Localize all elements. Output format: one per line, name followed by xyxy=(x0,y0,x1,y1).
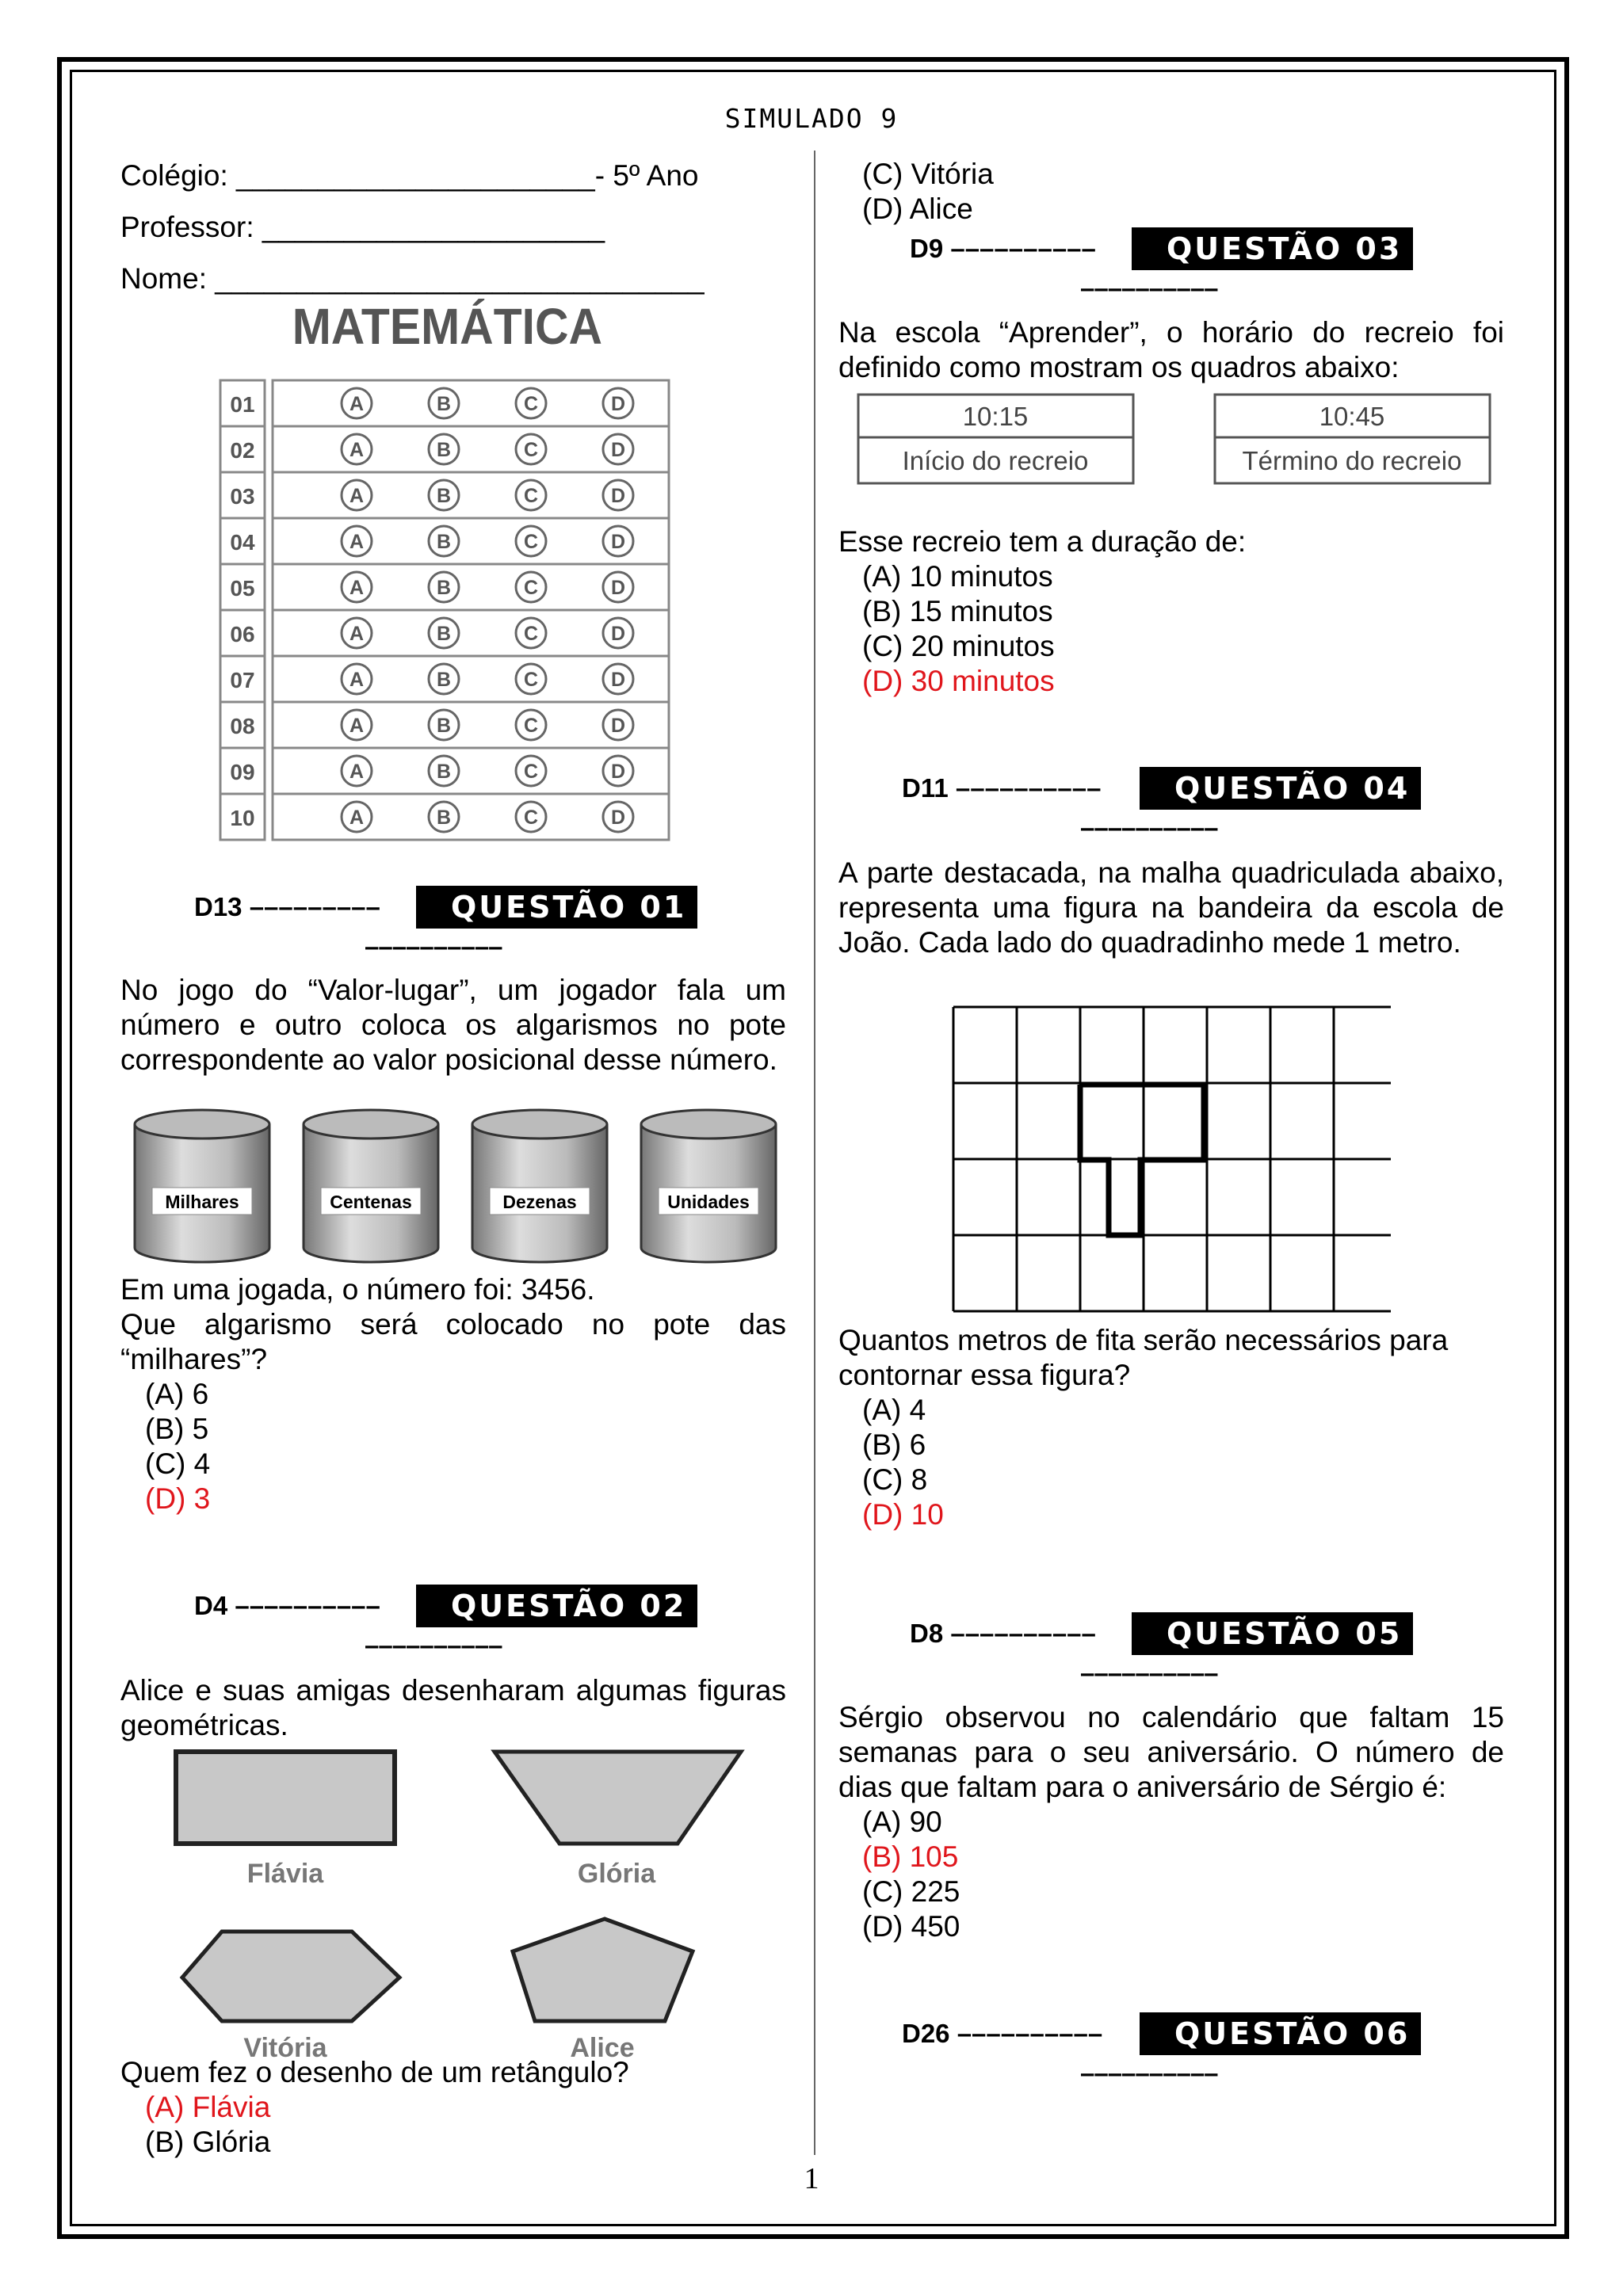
q1-option-a: (A) 6 xyxy=(145,1378,209,1410)
q3-option-a: (A) 10 minutos xyxy=(862,560,1053,593)
answer-bubble-letter: B xyxy=(436,439,452,461)
answer-bubble-letter: C xyxy=(523,439,539,461)
answer-bubble-letter: B xyxy=(436,577,452,599)
pot-dezenas xyxy=(472,1110,607,1262)
q1-line2: Que algarismo será colocado no pote das “milhares”? xyxy=(120,1308,786,1375)
q3-question: Esse recreio tem a duração de: xyxy=(838,525,1247,558)
start-label: Início do recreio xyxy=(902,446,1089,475)
answer-bubble-letter: B xyxy=(436,485,452,507)
q3-dash: –––––––––– xyxy=(1080,273,1218,303)
answer-bubble-letter: A xyxy=(349,577,365,599)
nome-field: Nome: ______________________________ xyxy=(120,262,705,295)
answer-bubble-letter: B xyxy=(436,531,452,553)
sheet-row-number: 10 xyxy=(230,806,255,830)
sheet-row-number: 08 xyxy=(230,714,255,738)
q6-header xyxy=(902,2012,1441,2088)
answer-bubble-letter: D xyxy=(610,439,626,461)
q5-code: D8 –––––––––– xyxy=(910,1619,1096,1648)
q1-line1: Em uma jogada, o número foi: 3456. xyxy=(120,1273,595,1306)
q4-option-b: (B) 6 xyxy=(862,1428,926,1461)
hexagon-shape xyxy=(182,1932,399,2021)
start-time: 10:15 xyxy=(962,402,1029,431)
answer-bubble-letter: D xyxy=(610,393,626,415)
pot-label: Dezenas xyxy=(502,1192,577,1212)
sheet-row-number: 05 xyxy=(230,576,255,601)
end-label: Término do recreio xyxy=(1242,446,1462,475)
answer-bubble-letter: C xyxy=(523,623,539,645)
answer-bubble-letter: B xyxy=(436,807,452,829)
q1-text: No jogo do “Valor-lugar”, um jogador fala um número e outro coloca os algarismos no pote correspondente ao valor posicional desse número. xyxy=(120,974,786,1076)
answer-bubble-letter: A xyxy=(349,485,365,507)
q1-option-d: (D) 3 xyxy=(145,1482,211,1515)
q2-header xyxy=(194,1585,717,1660)
q1-label: QUESTÃO 01 xyxy=(416,886,697,929)
answer-sheet-heading: MATEMÁTICA xyxy=(292,298,603,356)
q4-option-d: (D) 10 xyxy=(862,1498,944,1531)
page-title: SIMULADO 9 xyxy=(724,103,899,134)
answer-bubble-letter: A xyxy=(349,715,365,737)
pot-label: Unidades xyxy=(667,1192,750,1212)
q4-header xyxy=(902,767,1441,842)
sheet-row-number: 01 xyxy=(230,392,255,417)
sheet-row-number: 06 xyxy=(230,622,255,646)
rectangle-shape xyxy=(176,1752,395,1844)
answer-bubble-letter: D xyxy=(610,577,626,599)
answer-bubble-letter: A xyxy=(349,439,365,461)
shapes-figure xyxy=(158,1741,761,2058)
answer-bubble-letter: A xyxy=(349,669,365,691)
q3-option-c: (C) 20 minutos xyxy=(862,630,1055,662)
q2-dash: –––––––––– xyxy=(365,1630,502,1660)
answer-bubble-letter: D xyxy=(610,623,626,645)
answer-bubble-letter: C xyxy=(523,669,539,691)
q1-code: D13 ––––––––– xyxy=(194,892,380,921)
q2-code: D4 –––––––––– xyxy=(194,1591,380,1620)
q3-option-b: (B) 15 minutos xyxy=(862,595,1053,627)
answer-bubble-letter: A xyxy=(349,393,365,415)
q4-option-c: (C) 8 xyxy=(862,1463,928,1496)
answer-bubble-letter: D xyxy=(610,807,626,829)
shape-label: Vitória xyxy=(243,2033,327,2058)
q5-option-d: (D) 450 xyxy=(862,1910,960,1943)
q1-option-c: (C) 4 xyxy=(145,1447,211,1480)
answer-bubble-letter: C xyxy=(523,807,539,829)
q5-dash: –––––––––– xyxy=(1080,1658,1218,1688)
q1-header xyxy=(194,886,717,961)
q1-dash: –––––––––– xyxy=(365,932,502,961)
end-time: 10:45 xyxy=(1319,402,1385,431)
answer-bubble-letter: C xyxy=(523,715,539,737)
q3-code: D9 –––––––––– xyxy=(910,234,1096,263)
answer-bubble-letter: B xyxy=(436,669,452,691)
q4-text: A parte destacada, na malha quadriculada abaixo, representa uma figura na bandeira da escola de João. Cada lado do quadradinho mede 1 metro. xyxy=(838,856,1504,959)
sheet-row-number: 02 xyxy=(230,438,255,463)
sheet-row-number: 03 xyxy=(230,484,255,509)
pots-figure xyxy=(127,1105,785,1276)
shape-label: Glória xyxy=(577,1859,656,1889)
q5-label: QUESTÃO 05 xyxy=(1132,1612,1413,1655)
answer-bubble-letter: A xyxy=(349,531,365,553)
q5-option-a: (A) 90 xyxy=(862,1806,942,1838)
q2-label: QUESTÃO 02 xyxy=(416,1585,697,1627)
q4-code: D11 –––––––––– xyxy=(902,773,1102,803)
answer-bubble-letter: A xyxy=(349,761,365,783)
q4-label: QUESTÃO 04 xyxy=(1140,767,1421,810)
q6-label: QUESTÃO 06 xyxy=(1140,2012,1421,2055)
shape-label: Alice xyxy=(570,2033,635,2058)
answer-bubble-letter: B xyxy=(436,393,452,415)
pot-milhares xyxy=(135,1110,269,1262)
answer-bubble-letter: C xyxy=(523,577,539,599)
q3-text: Na escola “Aprender”, o horário do recreio foi definido como mostram os quadros abaixo: xyxy=(838,316,1504,383)
answer-bubble-letter: C xyxy=(523,485,539,507)
professor-field: Professor: _____________________ xyxy=(120,211,605,243)
answer-bubble-letter: D xyxy=(610,761,626,783)
q4-question: Quantos metros de fita serão necessários para contornar essa figura? xyxy=(838,1324,1449,1391)
q2-option-c: (C) Vitória xyxy=(862,158,994,190)
pot-label: Centenas xyxy=(330,1192,412,1212)
answer-bubble-letter: D xyxy=(610,531,626,553)
shape-label: Flávia xyxy=(246,1859,324,1889)
sheet-row-number: 04 xyxy=(230,530,255,555)
q2-option-b: (B) Glória xyxy=(145,2126,271,2158)
trapezoid-shape xyxy=(495,1752,741,1844)
pot-centenas xyxy=(304,1110,438,1262)
q5-option-c: (C) 225 xyxy=(862,1875,960,1908)
q5-header xyxy=(910,1612,1433,1688)
answer-bubble-letter: B xyxy=(436,715,452,737)
answer-bubble-letter: C xyxy=(523,393,539,415)
q2-option-a: (A) Flávia xyxy=(145,2091,271,2123)
sheet-row-number: 09 xyxy=(230,760,255,784)
page-number: 1 xyxy=(804,2162,819,2195)
column-divider xyxy=(814,151,815,2155)
q5-option-b: (B) 105 xyxy=(862,1840,959,1873)
answer-bubble-letter: C xyxy=(523,531,539,553)
answer-bubble-letter: D xyxy=(610,715,626,737)
q6-code: D26 –––––––––– xyxy=(902,2019,1103,2048)
grid-figure xyxy=(951,1005,1395,1322)
answer-bubble-letter: B xyxy=(436,761,452,783)
q2-text: Alice e suas amigas desenharam algumas figuras geométricas. xyxy=(120,1674,786,1741)
q4-option-a: (A) 4 xyxy=(862,1394,926,1426)
q1-option-b: (B) 5 xyxy=(145,1413,209,1445)
pentagon-shape xyxy=(513,1919,693,2021)
answer-bubble-letter: A xyxy=(349,807,365,829)
answer-bubble-letter: D xyxy=(610,485,626,507)
sheet-row-number: 07 xyxy=(230,668,255,692)
answer-bubble-letter: A xyxy=(349,623,365,645)
q4-dash: –––––––––– xyxy=(1080,813,1218,842)
answer-sheet xyxy=(214,295,697,849)
colegio-field: Colégio: ______________________- 5º Ano xyxy=(120,159,699,192)
pot-unidades xyxy=(641,1110,776,1262)
q3-header xyxy=(910,227,1433,303)
figure-border xyxy=(1080,1085,1204,1235)
q3-label: QUESTÃO 03 xyxy=(1132,227,1413,270)
answer-bubble-letter: D xyxy=(610,669,626,691)
recess-times xyxy=(856,392,1498,487)
q3-option-d: (D) 30 minutos xyxy=(862,665,1055,697)
q2-option-d: (D) Alice xyxy=(862,193,973,225)
q6-dash: –––––––––– xyxy=(1080,2058,1218,2088)
pot-label: Milhares xyxy=(165,1192,239,1212)
q5-text: Sérgio observou no calendário que faltam 15 semanas para o seu aniversário. O número de dias que faltam para o aniversário de Sérgio é: xyxy=(838,1701,1504,1803)
q2-question: Quem fez o desenho de um retângulo? xyxy=(120,2056,629,2088)
answer-bubble-letter: B xyxy=(436,623,452,645)
answer-bubble-letter: C xyxy=(523,761,539,783)
